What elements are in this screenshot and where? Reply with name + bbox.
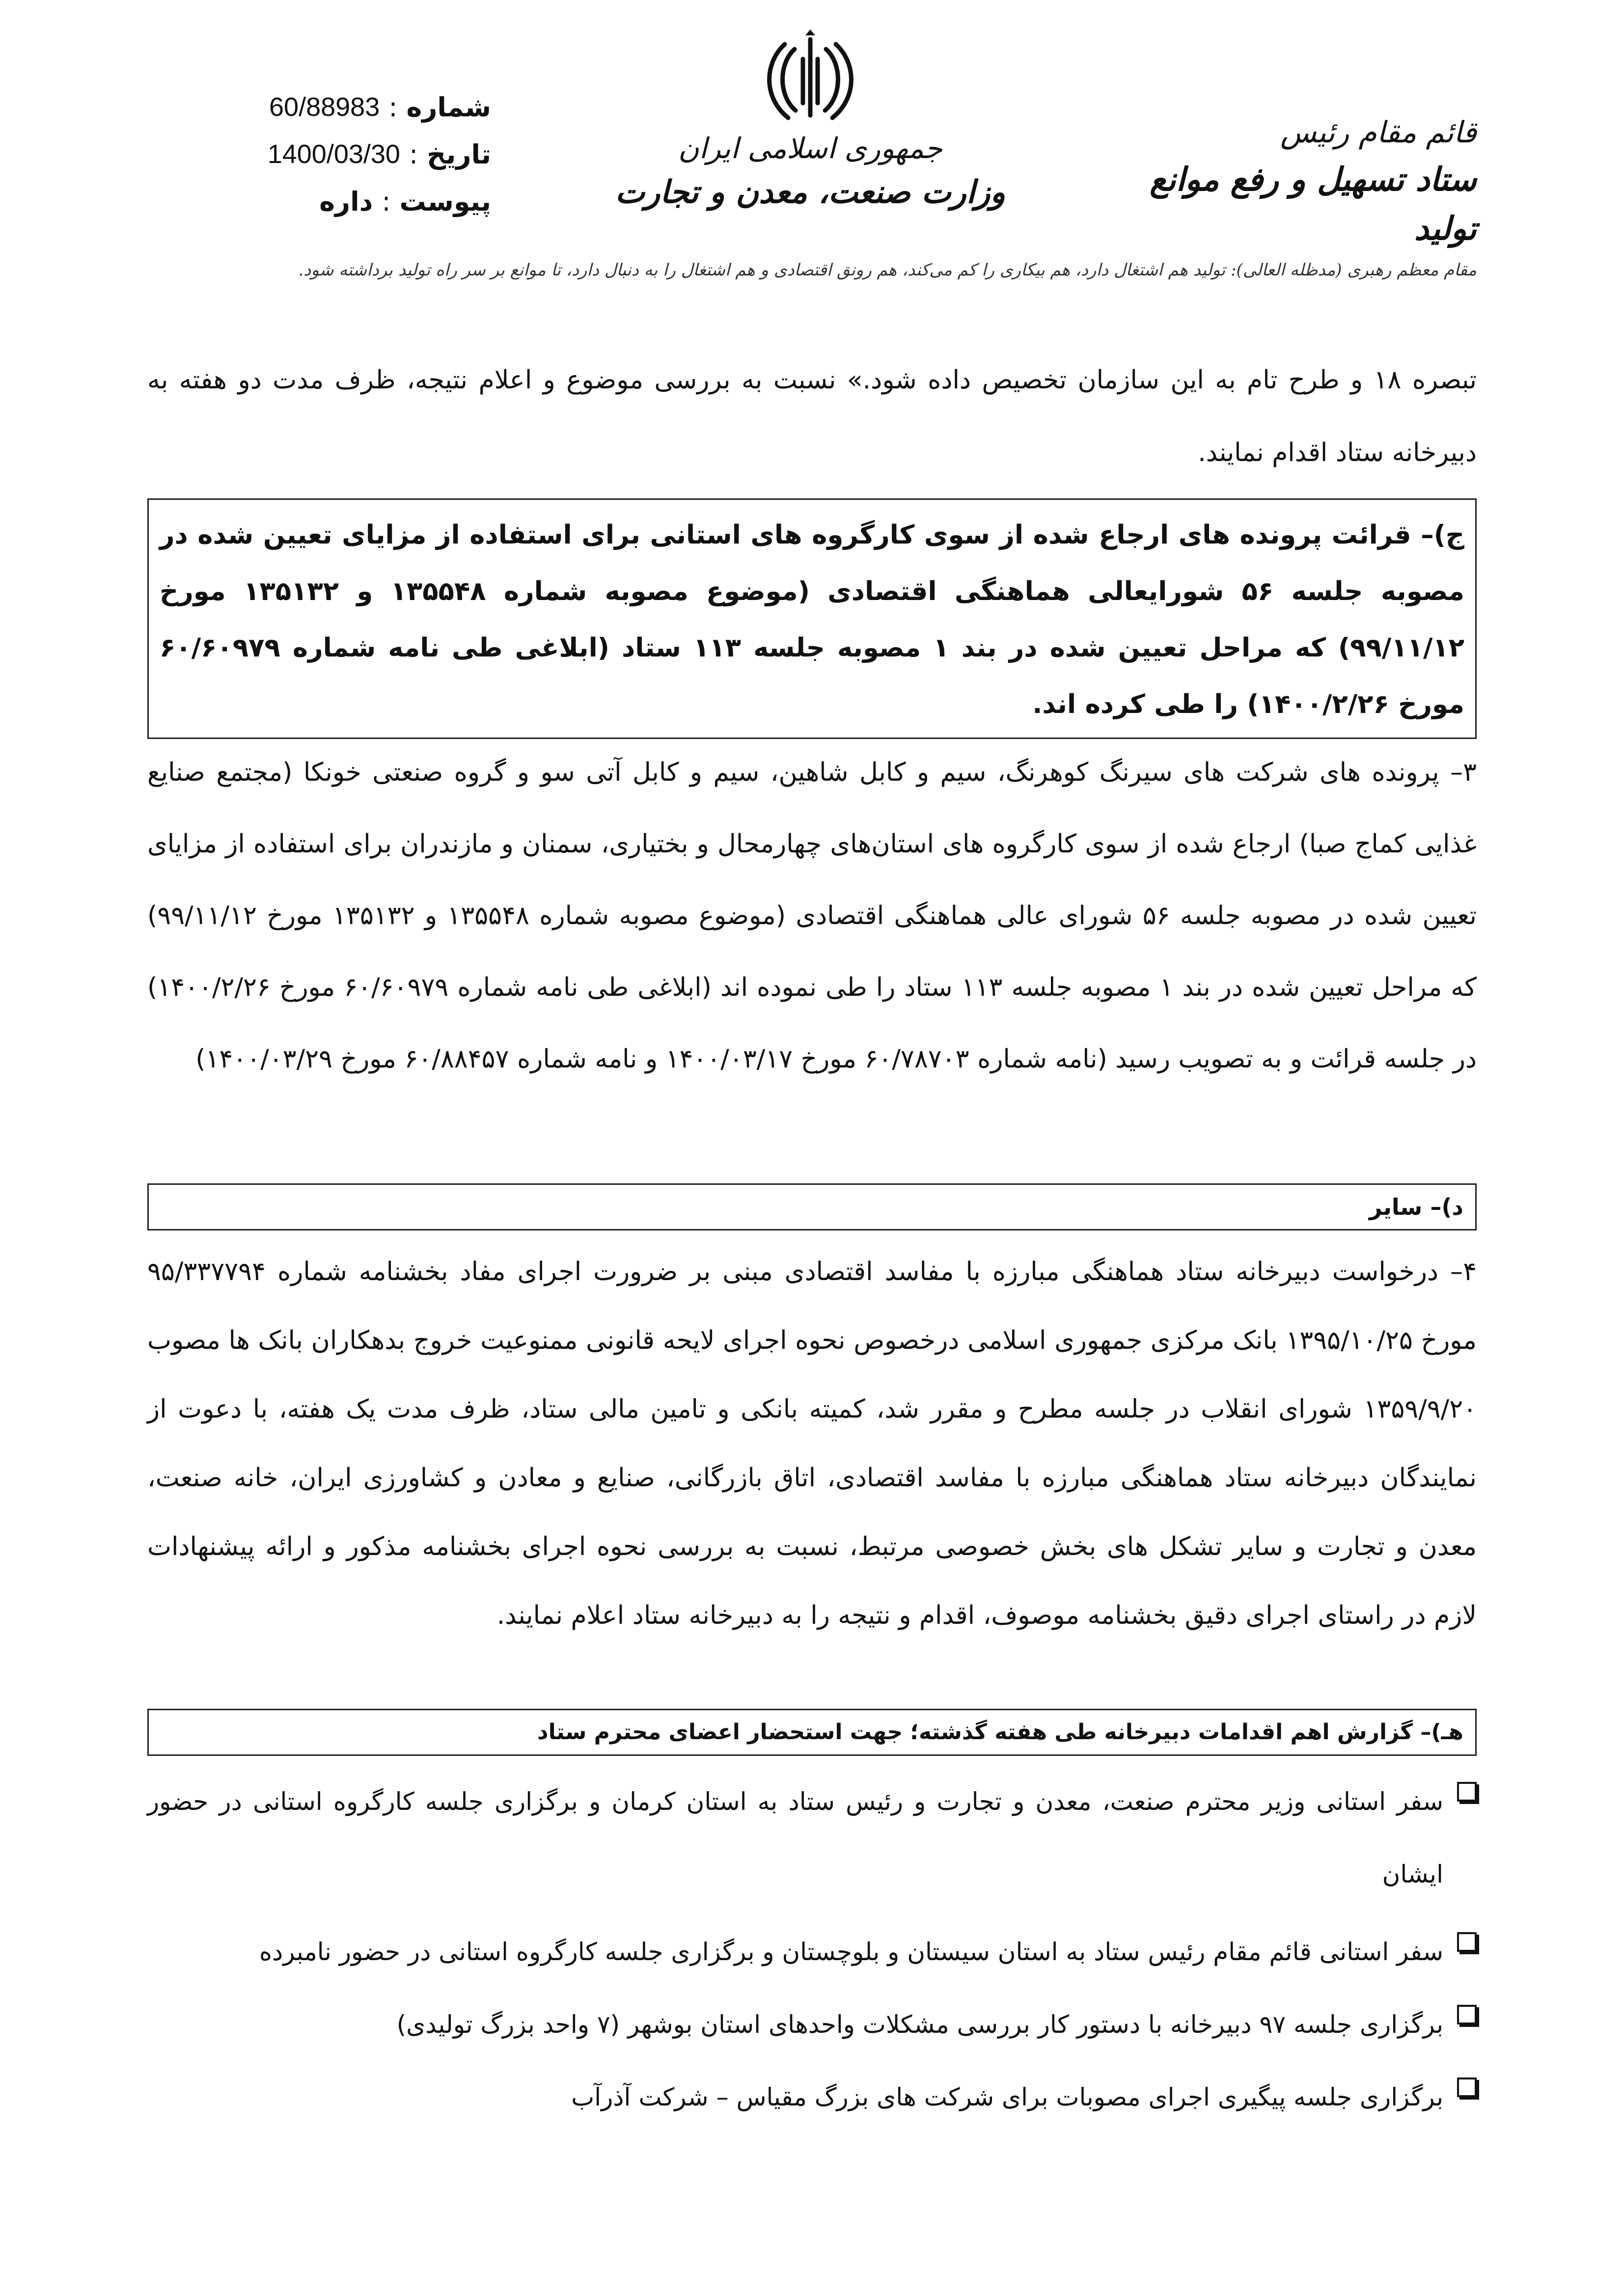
list-item-text: برگزاری جلسه ۹۷ دبیرخانه با دستور کار بررسی مشکلات واحدهای استان بوشهر (۷ واحد بزرگ تولیدی) — [396, 2010, 1443, 2039]
letter-attachment-label: پیوست — [399, 186, 491, 217]
item-3-paragraph: ۳– پرونده های شرکت های سیرنگ کوهرنگ، سیم و کابل شاهین، سیم و کابل آتی سو و گروه صنعتی خونکا (مجتمع صنایع غذایی کماج صبا) ارجاع شده از سوی کارگروه های استان‌های چهارمحال و بختیاری، سمنان و مازندران برای استفاده از مزایای تعیین شده در مصوبه جلسه ۵۶ شورای عالی هماهنگی اقتصادی (موضوع مصوبه شماره ۱۳۵۵۴۸ و ۱۳۵۱۳۲ مورخ ۹۹/۱۱/۱۲) که مراحل تعیین شده در بند ۱ مصوبه جلسه ۱۱۳ ستاد را طی نموده اند (ابلاغی طی نامه شماره ۶۰/۶۰۹۷۹ مورخ ۱۴۰۰/۲/۲۶) در جلسه قرائت و به تصویب رسید (نامه شماره ۶۰/۷۸۷۰۳ مورخ ۱۴۰۰/۰۳/۱۷ و نامه شماره ۶۰/۸۸۴۵۷ مورخ ۱۴۰۰/۰۳/۲۹) — [147, 758, 1477, 1074]
letter-date-label: تاریخ — [427, 138, 491, 170]
letter-date-row: تاریخ : 1400/03/30 — [267, 138, 491, 170]
list-item — [147, 1765, 1477, 1911]
letter-number-label: شماره — [406, 91, 491, 123]
checkbox-icon — [1457, 2077, 1477, 2097]
section-d-heading: د)– سایر — [147, 1183, 1477, 1230]
letter-attachment-value: داره — [319, 186, 373, 217]
letter-number-value: 60/88983 — [269, 92, 380, 122]
list-item-text: سفر استانی قائم مقام رئیس ستاد به استان سیستان و بلوچستان و برگزاری جلسه کارگروه استانی در حضور نامبرده — [259, 1938, 1443, 1966]
ministry-header — [565, 29, 1056, 216]
country-name: جمهوری اسلامی ایران — [678, 132, 943, 165]
leader-quote: مقام معظم رهبری (مدظله العالی): تولید هم اشتغال دارد، هم بیکاری را کم می‌کند، هم رونق اقتصادی و هم اشتغال را به دنبال دارد، تا موانع بر سر راه تولید برداشته شود. — [298, 260, 1477, 280]
office-line-deputy: قائم مقام رئیس — [1280, 115, 1477, 150]
list-item-text: برگزاری جلسه پیگیری اجرای مصوبات برای شرکت های بزرگ مقیاس – شرکت آذرآب — [571, 2083, 1443, 2111]
checkbox-icon — [1457, 2005, 1477, 2024]
intro-paragraph: تبصره ۱۸ و طرح تام به این سازمان تخصیص داده شود.» نسبت به بررسی موضوع و اعلام نتیجه، ظرف مدت دو هفته به دبیرخانه ستاد اقدام نمایند. — [147, 365, 1477, 467]
office-title — [1133, 110, 1477, 253]
checkbox-icon — [1457, 1782, 1477, 1802]
letter-metadata — [187, 83, 491, 225]
letter-date-value: 1400/03/30 — [267, 139, 400, 169]
letter-number-row: شماره : 60/88983 — [269, 91, 491, 123]
list-item — [147, 1915, 1477, 1988]
list-item — [147, 2061, 1477, 2133]
activities-checklist — [147, 1765, 1477, 2133]
list-item-text: سفر استانی وزیر محترم صنعت، معدن و تجارت و رئیس ستاد به استان کرمان و برگزاری جلسه کارگروه استانی در حضور ایشان — [147, 1787, 1443, 1888]
section-e-heading: هـ)– گزارش اهم اقدامات دبیرخانه طی هفته گذشته؛ جهت استحضار اعضای محترم ستاد — [147, 1709, 1477, 1756]
list-item — [147, 1988, 1477, 2061]
ministry-name: وزارت صنعت، معدن و تجارت — [615, 174, 1006, 211]
checkbox-icon — [1457, 1932, 1477, 1952]
office-line-headquarters: ستاد تسهیل و رفع موانع تولید — [1150, 160, 1477, 247]
iran-emblem-icon — [761, 29, 859, 128]
letter-attachment-row: پیوست : داره — [319, 186, 491, 217]
section-c-heading: ج)– قرائت پرونده های ارجاع شده از سوی کارگروه های استانی برای استفاده از مزایای تعیین شده در مصوبه جلسه ۵۶ شورایعالی هماهنگی اقتصادی (موضوع مصوبه شماره ۱۳۵۵۴۸ و ۱۳۵۱۳۲ مورخ ۹۹/۱۱/۱۲) که مراحل تعیین شده در بند ۱ مصوبه جلسه ۱۱۳ ستاد (ابلاغی طی نامه شماره ۶۰/۶۰۹۷۹ مورخ ۱۴۰۰/۲/۲۶) را طی کرده اند. — [147, 498, 1477, 739]
item-4-paragraph: ۴– درخواست دبیرخانه ستاد هماهنگی مبارزه با مفاسد اقتصادی مبنی بر ضرورت اجرای مفاد بخشنامه شماره ۹۵/۳۳۷۷۹۴ مورخ ۱۳۹۵/۱۰/۲۵ بانک مرکزی جمهوری اسلامی درخصوص نحوه اجرای لایحه قانونی ممنوعیت خروج بدهکاران بانک ها مصوب ۱۳۵۹/۹/۲۰ شورای انقلاب در جلسه مطرح و مقرر شد، کمیته بانکی و تامین مالی ستاد، ظرف مدت یک هفته، با دعوت از نمایندگان دبیرخانه ستاد هماهنگی مبارزه با مفاسد اقتصادی، اتاق بازرگانی، صنایع و معادن و کشاورزی ایران، خانه صنعت، معدن و تجارت و سایر تشکل های بخش خصوصی مرتبط، نسبت به بررسی نحوه اجرای بخشنامه مذکور و ارائه پیشنهادات لازم در راستای اجرای دقیق بخشنامه موصوف، اقدام و نتیجه را به دبیرخانه ستاد اعلام نمایند. — [147, 1257, 1477, 1630]
